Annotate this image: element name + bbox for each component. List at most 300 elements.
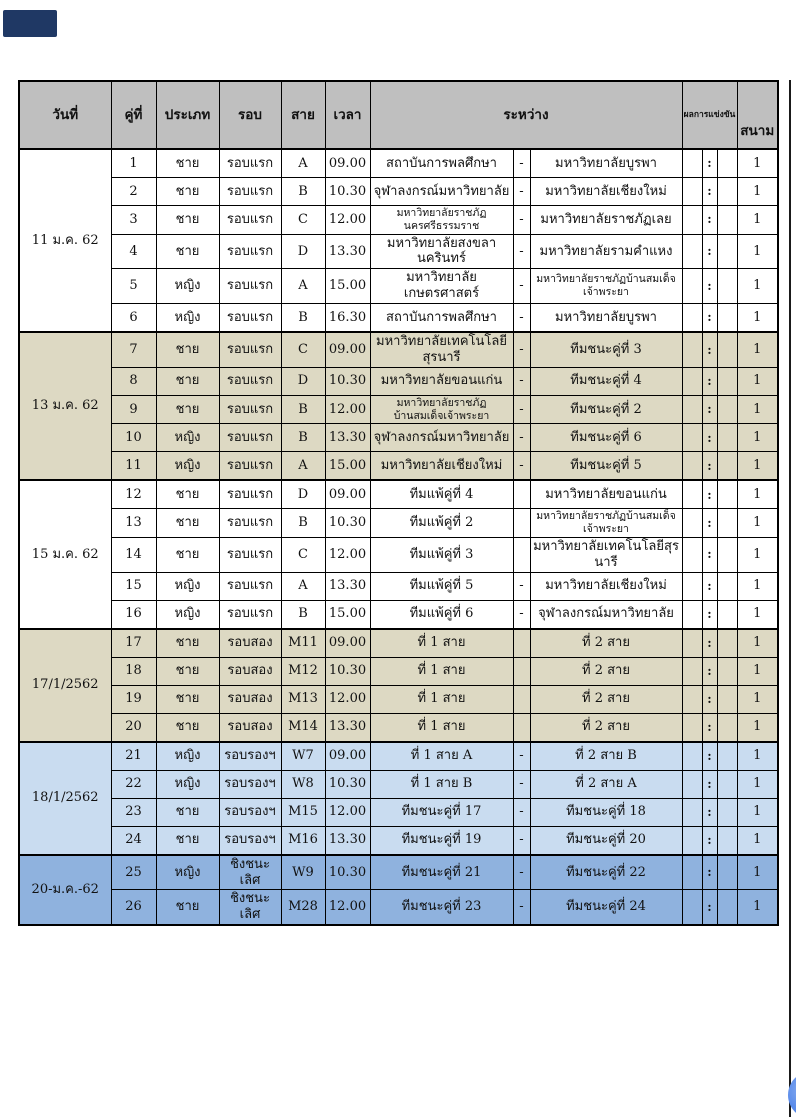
round-cell: รอบแรก bbox=[219, 600, 281, 629]
score1-cell bbox=[682, 395, 702, 424]
colon-cell: : bbox=[702, 685, 717, 713]
team1-cell: ทีมชนะคู่ที่ 23 bbox=[370, 890, 513, 925]
group-cell: M16 bbox=[281, 826, 325, 855]
category-cell: ชาย bbox=[156, 798, 219, 826]
match-row bbox=[19, 826, 778, 855]
venue-cell: 1 bbox=[737, 572, 778, 600]
team2-cell: มหาวิทยาลัยรามคำแหง bbox=[530, 234, 682, 269]
table-header bbox=[19, 81, 778, 149]
colon-cell: : bbox=[702, 206, 717, 235]
team1-cell: ที่ 1 สาย bbox=[370, 713, 513, 742]
colon-cell: : bbox=[702, 770, 717, 798]
team2-cell: ทีมชนะคู่ที่ 5 bbox=[530, 452, 682, 481]
match-row bbox=[19, 395, 778, 424]
colon-cell: : bbox=[702, 798, 717, 826]
colon-cell: : bbox=[702, 509, 717, 538]
vs-cell: - bbox=[513, 206, 530, 235]
colon-cell: : bbox=[702, 452, 717, 481]
match-no-cell: 13 bbox=[111, 509, 156, 538]
team2-cell: มหาวิทยาลัยราชภัฏบ้านสมเด็จเจ้าพระยา bbox=[530, 509, 682, 538]
venue-cell: 1 bbox=[737, 452, 778, 481]
score2-cell bbox=[717, 770, 737, 798]
vs-cell bbox=[513, 713, 530, 742]
team1-cell: ที่ 1 สาย bbox=[370, 629, 513, 658]
match-row bbox=[19, 178, 778, 206]
team2-cell: ที่ 2 สาย bbox=[530, 629, 682, 658]
score2-cell bbox=[717, 826, 737, 855]
score2-cell bbox=[717, 537, 737, 572]
header-group: สาย bbox=[281, 81, 325, 149]
date-section bbox=[19, 480, 778, 628]
colon-cell: : bbox=[702, 629, 717, 658]
time-cell: 15.00 bbox=[325, 452, 370, 481]
vs-cell bbox=[513, 657, 530, 685]
score1-cell bbox=[682, 572, 702, 600]
score2-cell bbox=[717, 685, 737, 713]
score1-cell bbox=[682, 452, 702, 481]
group-cell: M12 bbox=[281, 657, 325, 685]
score1-cell bbox=[682, 304, 702, 333]
team1-cell: ทีมแพ้คู่ที่ 4 bbox=[370, 480, 513, 509]
team2-cell: ทีมชนะคู่ที่ 3 bbox=[530, 332, 682, 367]
time-cell: 09.00 bbox=[325, 480, 370, 509]
team1-cell: มหาวิทยาลัยเทคโนโลยีสุรนารี bbox=[370, 332, 513, 367]
match-no-cell: 7 bbox=[111, 332, 156, 367]
header-row bbox=[19, 81, 778, 149]
match-no-cell: 16 bbox=[111, 600, 156, 629]
category-cell: ชาย bbox=[156, 657, 219, 685]
match-row bbox=[19, 537, 778, 572]
venue-cell: 1 bbox=[737, 332, 778, 367]
group-cell: C bbox=[281, 537, 325, 572]
category-cell: หญิง bbox=[156, 424, 219, 452]
score2-cell bbox=[717, 600, 737, 629]
group-cell: M15 bbox=[281, 798, 325, 826]
venue-cell: 1 bbox=[737, 855, 778, 890]
score2-cell bbox=[717, 149, 737, 178]
vs-cell: - bbox=[513, 798, 530, 826]
colon-cell: : bbox=[702, 713, 717, 742]
colon-cell: : bbox=[702, 332, 717, 367]
category-cell: ชาย bbox=[156, 178, 219, 206]
match-row bbox=[19, 572, 778, 600]
colon-cell: : bbox=[702, 600, 717, 629]
group-cell: W7 bbox=[281, 742, 325, 771]
team2-cell: ที่ 2 สาย bbox=[530, 657, 682, 685]
header-venue: สนาม bbox=[737, 81, 778, 149]
score1-cell bbox=[682, 600, 702, 629]
score2-cell bbox=[717, 424, 737, 452]
score2-cell bbox=[717, 855, 737, 890]
colon-cell: : bbox=[702, 367, 717, 395]
score2-cell bbox=[717, 178, 737, 206]
match-no-cell: 10 bbox=[111, 424, 156, 452]
team2-cell: ทีมชนะคู่ที่ 20 bbox=[530, 826, 682, 855]
category-cell: หญิง bbox=[156, 770, 219, 798]
time-cell: 12.00 bbox=[325, 798, 370, 826]
time-cell: 13.30 bbox=[325, 234, 370, 269]
category-cell: หญิง bbox=[156, 855, 219, 890]
vs-cell bbox=[513, 537, 530, 572]
time-cell: 13.30 bbox=[325, 826, 370, 855]
time-cell: 16.30 bbox=[325, 304, 370, 333]
team2-cell: ทีมชนะคู่ที่ 6 bbox=[530, 424, 682, 452]
score1-cell bbox=[682, 657, 702, 685]
colon-cell: : bbox=[702, 424, 717, 452]
match-no-cell: 25 bbox=[111, 855, 156, 890]
round-cell: รอบสอง bbox=[219, 657, 281, 685]
category-cell: ชาย bbox=[156, 206, 219, 235]
score1-cell bbox=[682, 424, 702, 452]
round-cell: รอบรองฯ bbox=[219, 742, 281, 771]
team1-cell: ทีมแพ้คู่ที่ 3 bbox=[370, 537, 513, 572]
time-cell: 10.30 bbox=[325, 367, 370, 395]
score1-cell bbox=[682, 234, 702, 269]
group-cell: M14 bbox=[281, 713, 325, 742]
score2-cell bbox=[717, 713, 737, 742]
group-cell: A bbox=[281, 269, 325, 304]
round-cell: รอบรองฯ bbox=[219, 826, 281, 855]
score1-cell bbox=[682, 826, 702, 855]
team1-cell: ที่ 1 สาย bbox=[370, 685, 513, 713]
round-cell: รอบแรก bbox=[219, 572, 281, 600]
round-cell: ชิงชนะเลิศ bbox=[219, 855, 281, 890]
score1-cell bbox=[682, 367, 702, 395]
category-cell: ชาย bbox=[156, 537, 219, 572]
date-section bbox=[19, 332, 778, 480]
group-cell: B bbox=[281, 395, 325, 424]
team1-cell: ทีมชนะคู่ที่ 19 bbox=[370, 826, 513, 855]
date-cell: 11 ม.ค. 62 bbox=[19, 149, 111, 332]
match-no-cell: 2 bbox=[111, 178, 156, 206]
score1-cell bbox=[682, 480, 702, 509]
score1-cell bbox=[682, 685, 702, 713]
match-row bbox=[19, 149, 778, 178]
time-cell: 09.00 bbox=[325, 742, 370, 771]
category-cell: ชาย bbox=[156, 149, 219, 178]
colon-cell: : bbox=[702, 572, 717, 600]
vs-cell: - bbox=[513, 770, 530, 798]
vs-cell: - bbox=[513, 149, 530, 178]
group-cell: C bbox=[281, 332, 325, 367]
score2-cell bbox=[717, 480, 737, 509]
vs-cell: - bbox=[513, 890, 530, 925]
score2-cell bbox=[717, 234, 737, 269]
match-row bbox=[19, 509, 778, 538]
colon-cell: : bbox=[702, 304, 717, 333]
time-cell: 09.00 bbox=[325, 332, 370, 367]
group-cell: W9 bbox=[281, 855, 325, 890]
match-row bbox=[19, 234, 778, 269]
match-row bbox=[19, 742, 778, 771]
group-cell: B bbox=[281, 304, 325, 333]
time-cell: 09.00 bbox=[325, 629, 370, 658]
group-cell: D bbox=[281, 480, 325, 509]
time-cell: 10.30 bbox=[325, 855, 370, 890]
colon-cell: : bbox=[702, 855, 717, 890]
venue-cell: 1 bbox=[737, 890, 778, 925]
colon-cell: : bbox=[702, 480, 717, 509]
group-cell: D bbox=[281, 367, 325, 395]
vs-cell: - bbox=[513, 572, 530, 600]
score2-cell bbox=[717, 742, 737, 771]
match-row bbox=[19, 206, 778, 235]
category-cell: หญิง bbox=[156, 269, 219, 304]
category-cell: ชาย bbox=[156, 713, 219, 742]
match-row bbox=[19, 332, 778, 367]
date-section bbox=[19, 742, 778, 855]
venue-cell: 1 bbox=[737, 509, 778, 538]
category-cell: หญิง bbox=[156, 304, 219, 333]
score2-cell bbox=[717, 629, 737, 658]
round-cell: รอบแรก bbox=[219, 234, 281, 269]
team1-cell: จุฬาลงกรณ์มหาวิทยาลัย bbox=[370, 424, 513, 452]
group-cell: D bbox=[281, 234, 325, 269]
team1-cell: มหาวิทยาลัยขอนแก่น bbox=[370, 367, 513, 395]
category-cell: หญิง bbox=[156, 600, 219, 629]
colon-cell: : bbox=[702, 178, 717, 206]
group-cell: A bbox=[281, 572, 325, 600]
category-cell: ชาย bbox=[156, 890, 219, 925]
team2-cell: มหาวิทยาลัยขอนแก่น bbox=[530, 480, 682, 509]
time-cell: 13.30 bbox=[325, 572, 370, 600]
team1-cell: มหาวิทยาลัยราชภัฏนครศรีธรรมราช bbox=[370, 206, 513, 235]
score1-cell bbox=[682, 178, 702, 206]
team1-cell: มหาวิทยาลัยเกษตรศาสตร์ bbox=[370, 269, 513, 304]
vs-cell: - bbox=[513, 269, 530, 304]
score1-cell bbox=[682, 206, 702, 235]
time-cell: 10.30 bbox=[325, 770, 370, 798]
venue-cell: 1 bbox=[737, 149, 778, 178]
match-no-cell: 26 bbox=[111, 890, 156, 925]
time-cell: 10.30 bbox=[325, 509, 370, 538]
team1-cell: มหาวิทยาลัยเชียงใหม่ bbox=[370, 452, 513, 481]
group-cell: B bbox=[281, 509, 325, 538]
round-cell: รอบแรก bbox=[219, 178, 281, 206]
group-cell: M11 bbox=[281, 629, 325, 658]
team1-cell: มหาวิทยาลัยราชภัฏบ้านสมเด็จเจ้าพระยา bbox=[370, 395, 513, 424]
group-cell: A bbox=[281, 149, 325, 178]
team2-cell: มหาวิทยาลัยเชียงใหม่ bbox=[530, 572, 682, 600]
score2-cell bbox=[717, 304, 737, 333]
time-cell: 15.00 bbox=[325, 269, 370, 304]
category-cell: หญิง bbox=[156, 742, 219, 771]
match-no-cell: 17 bbox=[111, 629, 156, 658]
vs-cell: - bbox=[513, 600, 530, 629]
colon-cell: : bbox=[702, 234, 717, 269]
round-cell: รอบแรก bbox=[219, 367, 281, 395]
match-no-cell: 3 bbox=[111, 206, 156, 235]
date-cell: 15 ม.ค. 62 bbox=[19, 480, 111, 628]
match-no-cell: 19 bbox=[111, 685, 156, 713]
score1-cell bbox=[682, 149, 702, 178]
category-cell: ชาย bbox=[156, 509, 219, 538]
score2-cell bbox=[717, 572, 737, 600]
category-cell: หญิง bbox=[156, 572, 219, 600]
round-cell: รอบรองฯ bbox=[219, 770, 281, 798]
match-row bbox=[19, 713, 778, 742]
team2-cell: ที่ 2 สาย bbox=[530, 685, 682, 713]
score1-cell bbox=[682, 770, 702, 798]
round-cell: รอบสอง bbox=[219, 629, 281, 658]
group-cell: A bbox=[281, 452, 325, 481]
category-cell: ชาย bbox=[156, 234, 219, 269]
team1-cell: ทีมชนะคู่ที่ 17 bbox=[370, 798, 513, 826]
match-row bbox=[19, 629, 778, 658]
round-cell: รอบแรก bbox=[219, 452, 281, 481]
colon-cell: : bbox=[702, 269, 717, 304]
category-cell: ชาย bbox=[156, 395, 219, 424]
team2-cell: ทีมชนะคู่ที่ 2 bbox=[530, 395, 682, 424]
header-date: วันที่ bbox=[19, 81, 111, 149]
team2-cell: มหาวิทยาลัยบูรพา bbox=[530, 149, 682, 178]
score2-cell bbox=[717, 367, 737, 395]
team2-cell: มหาวิทยาลัยราชภัฏบ้านสมเด็จเจ้าพระยา bbox=[530, 269, 682, 304]
match-row bbox=[19, 657, 778, 685]
group-cell: M13 bbox=[281, 685, 325, 713]
team1-cell: ที่ 1 สาย bbox=[370, 657, 513, 685]
score1-cell bbox=[682, 742, 702, 771]
team2-cell: ทีมชนะคู่ที่ 24 bbox=[530, 890, 682, 925]
match-row bbox=[19, 685, 778, 713]
match-no-cell: 5 bbox=[111, 269, 156, 304]
time-cell: 10.30 bbox=[325, 657, 370, 685]
venue-cell: 1 bbox=[737, 713, 778, 742]
team2-cell: จุฬาลงกรณ์มหาวิทยาลัย bbox=[530, 600, 682, 629]
team1-cell: ทีมแพ้คู่ที่ 2 bbox=[370, 509, 513, 538]
venue-cell: 1 bbox=[737, 537, 778, 572]
time-cell: 12.00 bbox=[325, 537, 370, 572]
match-no-cell: 22 bbox=[111, 770, 156, 798]
team2-cell: มหาวิทยาลัยบูรพา bbox=[530, 304, 682, 333]
time-cell: 12.00 bbox=[325, 685, 370, 713]
vs-cell: - bbox=[513, 452, 530, 481]
time-cell: 10.30 bbox=[325, 178, 370, 206]
venue-cell: 1 bbox=[737, 685, 778, 713]
group-cell: B bbox=[281, 600, 325, 629]
score1-cell bbox=[682, 332, 702, 367]
match-row bbox=[19, 770, 778, 798]
team2-cell: ที่ 2 สาย bbox=[530, 713, 682, 742]
vs-cell: - bbox=[513, 367, 530, 395]
category-cell: หญิง bbox=[156, 452, 219, 481]
score1-cell bbox=[682, 855, 702, 890]
vs-cell: - bbox=[513, 395, 530, 424]
vs-cell: - bbox=[513, 742, 530, 771]
match-no-cell: 24 bbox=[111, 826, 156, 855]
team1-cell: ทีมแพ้คู่ที่ 5 bbox=[370, 572, 513, 600]
category-cell: ชาย bbox=[156, 332, 219, 367]
venue-cell: 1 bbox=[737, 424, 778, 452]
team1-cell: จุฬาลงกรณ์มหาวิทยาลัย bbox=[370, 178, 513, 206]
venue-cell: 1 bbox=[737, 798, 778, 826]
venue-cell: 1 bbox=[737, 770, 778, 798]
match-row bbox=[19, 452, 778, 481]
match-row bbox=[19, 304, 778, 333]
team1-cell: ทีมแพ้คู่ที่ 6 bbox=[370, 600, 513, 629]
team2-cell: ทีมชนะคู่ที่ 4 bbox=[530, 367, 682, 395]
score2-cell bbox=[717, 452, 737, 481]
match-no-cell: 1 bbox=[111, 149, 156, 178]
header-result: ผลการแข่งขัน bbox=[682, 81, 737, 149]
team1-cell: สถาบันการพลศึกษา bbox=[370, 304, 513, 333]
round-cell: รอบแรก bbox=[219, 424, 281, 452]
team1-cell: สถาบันการพลศึกษา bbox=[370, 149, 513, 178]
match-no-cell: 12 bbox=[111, 480, 156, 509]
colon-cell: : bbox=[702, 742, 717, 771]
match-no-cell: 21 bbox=[111, 742, 156, 771]
colon-cell: : bbox=[702, 149, 717, 178]
vs-cell: - bbox=[513, 332, 530, 367]
round-cell: รอบแรก bbox=[219, 395, 281, 424]
group-cell: C bbox=[281, 206, 325, 235]
score1-cell bbox=[682, 269, 702, 304]
vs-cell: - bbox=[513, 304, 530, 333]
score1-cell bbox=[682, 629, 702, 658]
round-cell: รอบแรก bbox=[219, 332, 281, 367]
score2-cell bbox=[717, 269, 737, 304]
venue-cell: 1 bbox=[737, 269, 778, 304]
date-section bbox=[19, 855, 778, 925]
vs-cell bbox=[513, 480, 530, 509]
team1-cell: ทีมชนะคู่ที่ 21 bbox=[370, 855, 513, 890]
vs-cell: - bbox=[513, 826, 530, 855]
date-section bbox=[19, 629, 778, 742]
team2-cell: ที่ 2 สาย B bbox=[530, 742, 682, 771]
venue-cell: 1 bbox=[737, 367, 778, 395]
match-row bbox=[19, 855, 778, 890]
round-cell: รอบแรก bbox=[219, 509, 281, 538]
page-edge-line bbox=[789, 80, 791, 1117]
category-cell: ชาย bbox=[156, 826, 219, 855]
score1-cell bbox=[682, 509, 702, 538]
venue-cell: 1 bbox=[737, 629, 778, 658]
match-no-cell: 6 bbox=[111, 304, 156, 333]
team2-cell: มหาวิทยาลัยเชียงใหม่ bbox=[530, 178, 682, 206]
match-no-cell: 14 bbox=[111, 537, 156, 572]
match-row bbox=[19, 424, 778, 452]
score2-cell bbox=[717, 890, 737, 925]
round-cell: รอบรองฯ bbox=[219, 798, 281, 826]
colon-cell: : bbox=[702, 657, 717, 685]
score1-cell bbox=[682, 798, 702, 826]
match-row bbox=[19, 367, 778, 395]
venue-cell: 1 bbox=[737, 178, 778, 206]
match-row bbox=[19, 600, 778, 629]
team2-cell: มหาวิทยาลัยเทคโนโลยีสุรนารี bbox=[530, 537, 682, 572]
venue-cell: 1 bbox=[737, 234, 778, 269]
time-cell: 12.00 bbox=[325, 890, 370, 925]
time-cell: 12.00 bbox=[325, 395, 370, 424]
score1-cell bbox=[682, 713, 702, 742]
match-schedule-table bbox=[18, 80, 779, 926]
colon-cell: : bbox=[702, 537, 717, 572]
team2-cell: ทีมชนะคู่ที่ 22 bbox=[530, 855, 682, 890]
round-cell: รอบแรก bbox=[219, 269, 281, 304]
venue-cell: 1 bbox=[737, 657, 778, 685]
team1-cell: ที่ 1 สาย A bbox=[370, 742, 513, 771]
vs-cell bbox=[513, 629, 530, 658]
score2-cell bbox=[717, 206, 737, 235]
header-round: รอบ bbox=[219, 81, 281, 149]
team2-cell: ทีมชนะคู่ที่ 18 bbox=[530, 798, 682, 826]
date-cell: 17/1/2562 bbox=[19, 629, 111, 742]
round-cell: รอบสอง bbox=[219, 713, 281, 742]
round-cell: ชิงชนะเลิศ bbox=[219, 890, 281, 925]
venue-cell: 1 bbox=[737, 206, 778, 235]
match-no-cell: 8 bbox=[111, 367, 156, 395]
date-cell: 20-ม.ค.-62 bbox=[19, 855, 111, 925]
